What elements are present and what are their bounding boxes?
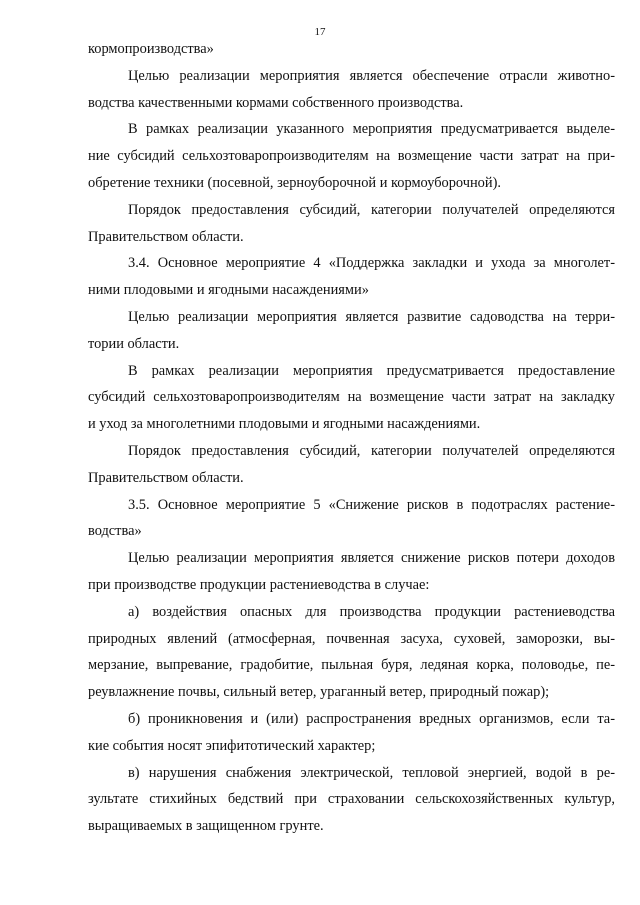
text-line: обретение техники (посевной, зерноуборочной и кормоуборочной). — [88, 174, 501, 191]
text-line: В рамках реализации мероприятия предусматривается предоставление — [128, 362, 615, 379]
text-line: в) нарушения снабжения электрической, тепловой энергией, водой в ре- — [128, 764, 615, 781]
document-body — [88, 36, 615, 840]
text-line: природных явлений (атмосферная, почвенная засуха, суховей, заморозки, вы- — [88, 630, 615, 647]
text-line: Порядок предоставления субсидий, категории получателей определяются — [128, 201, 615, 218]
text-line: В рамках реализации указанного мероприятия предусматривается выделе- — [128, 121, 615, 138]
text-line: зультате стихийных бедствий при страховании сельскохозяйственных культур, — [88, 791, 615, 808]
text-line: 3.4. Основное мероприятие 4 «Поддержка закладки и ухода за многолет- — [128, 255, 615, 272]
page-number: 17 — [314, 26, 326, 38]
text-line: мерзание, выпревание, градобитие, пыльная буря, ледяная корка, половодье, пе- — [88, 657, 615, 674]
text-line: а) воздействия опасных для производства продукции растениеводства — [128, 603, 615, 620]
text-line: Правительством области. — [88, 228, 244, 245]
text-line: и уход за многолетними плодовыми и ягодными насаждениями. — [88, 416, 481, 433]
text-line: кормопроизводства» — [88, 41, 214, 57]
text-line: выращиваемых в защищенном грунте. — [88, 818, 324, 835]
text-line: водства» — [88, 523, 142, 540]
text-line: Целью реализации мероприятия является развитие садоводства на терри- — [128, 308, 615, 325]
text-line: водства качественными кормами собственного производства. — [88, 94, 464, 111]
text-line: тории области. — [88, 335, 180, 352]
text-line: 3.5. Основное мероприятие 5 «Снижение рисков в подотраслях растение- — [128, 496, 615, 513]
text-line: кие события носят эпифитотический характер; — [88, 737, 376, 754]
text-line: субсидий сельхозтоваропроизводителям на возмещение части затрат на закладку — [88, 389, 615, 406]
text-line: Целью реализации мероприятия является снижение рисков потери доходов — [128, 550, 615, 567]
text-line: б) проникновения и (или) распространения вредных организмов, если та- — [128, 710, 615, 727]
text-line: ние субсидий сельхозтоваропроизводителям на возмещение части затрат на при- — [88, 148, 615, 165]
text-line: реувлажнение почвы, сильный ветер, ураганный ветер, природный пожар); — [88, 684, 550, 701]
text-line: Порядок предоставления субсидий, категории получателей определяются — [128, 442, 615, 459]
text-line: при производстве продукции растениеводства в случае: — [88, 576, 430, 593]
text-line: Целью реализации мероприятия является обеспечение отрасли животно- — [128, 67, 615, 84]
text-line: ними плодовыми и ягодными насаждениями» — [88, 282, 369, 299]
text-line: Правительством области. — [88, 469, 244, 486]
